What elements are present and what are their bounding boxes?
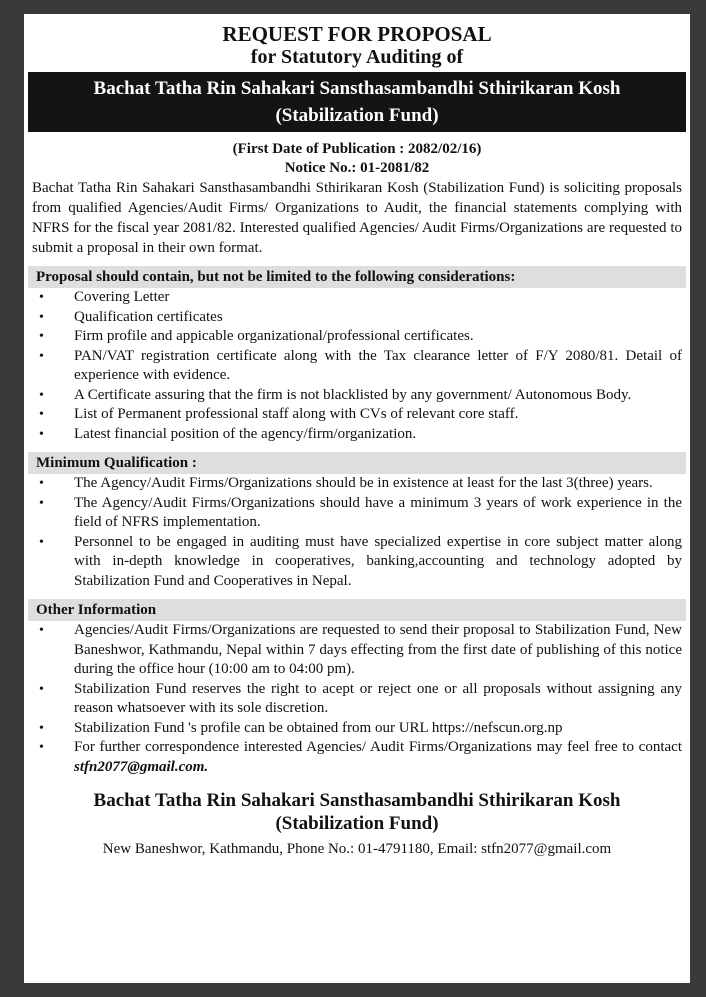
bullet-icon: •: [39, 387, 44, 403]
list-item: • The Agency/Audit Firms/Organizations should be in existence at least for the last 3(three) years.: [30, 474, 682, 494]
notice-title: REQUEST FOR PROPOSAL: [222, 22, 492, 46]
section-heading-considerations: Proposal should contain, but not be limited to the following considerations:: [28, 266, 686, 288]
section-heading-other-information: Other Information: [28, 599, 686, 621]
qualification-list: [30, 474, 684, 591]
bullet-icon: •: [39, 348, 44, 364]
bullet-icon: •: [39, 740, 44, 755]
list-item: • Personnel to be engaged in auditing must have specialized expertise in core subject matter along with in-depth knowledge in cooperatives, banking,accounting and technology adopted by Stabilization Fund and Cooperatives in Nepal.: [39, 533, 682, 589]
other-information-list: [30, 621, 684, 777]
bullet-icon: •: [39, 681, 44, 697]
section-heading-minimum-qualification: Minimum Qualification :: [28, 452, 686, 474]
list-item: • Covering Letter: [30, 288, 682, 308]
organization-banner: [28, 72, 686, 132]
footer-contact: New Baneshwor, Kathmandu, Phone No.: 01-4791180, Email: stfn2077@gmail.com: [102, 841, 612, 857]
footer-org-name: Bachat Tatha Rin Sahakari Sansthasambandhi Sthirikaran Kosh (Stabilization Fund): [93, 790, 621, 834]
list-item: • Firm profile and appicable organizational/professional certificates.: [30, 327, 682, 347]
bullet-icon: •: [39, 534, 44, 550]
intro-paragraph: Bachat Tatha Rin Sahakari Sansthasambandhi Sthirikaran Kosh (Stabilization Fund) is soliciting proposals from qualified Agencies/Audit Firms/ Organizations to Audit, the financial statements complying with NFRS for the fiscal year 2081/82. Interested qualified Agencies/ Audit Firms/Organizations are requested to submit a proposal in their own format.: [32, 180, 682, 256]
banner-org-alias: (Stabilization Fund): [275, 105, 439, 126]
bullet-icon: •: [39, 476, 44, 491]
list-item: • For further correspondence interested Agencies/ Audit Firms/Organizations may feel free to contact stfn2077@gmail.com.: [39, 739, 682, 775]
notice-page: [24, 14, 690, 983]
bullet-icon: •: [39, 720, 44, 736]
bullet-icon: •: [39, 623, 44, 638]
list-item: • A Certificate assuring that the firm is not blacklisted by any government/ Autonomous Body.: [30, 386, 682, 406]
list-item: • List of Permanent professional staff along with CVs of relevant core staff.: [30, 405, 682, 425]
considerations-list: [30, 288, 684, 444]
list-item: • Stabilization Fund 's profile can be obtained from our URL https://nefscun.org.np: [30, 719, 682, 739]
list-item: • Stabilization Fund reserves the right to acept or reject one or all proposals without assigning any reason whatsoever with its sole discretion.: [39, 680, 682, 716]
list-item: • The Agency/Audit Firms/Organizations should have a minimum 3 years of work experience in the field of NFRS implementation.: [39, 494, 682, 530]
list-item: • Qualification certificates: [30, 308, 682, 328]
list-item: • PAN/VAT registration certificate along with the Tax clearance letter of F/Y 2080/81. Detail of experience with evidence.: [39, 347, 682, 383]
bullet-icon: •: [39, 329, 44, 344]
list-item: • Latest financial position of the agency/firm/organization.: [30, 425, 682, 445]
list-item: • Agencies/Audit Firms/Organizations are requested to send their proposal to Stabilization Fund, New Baneshwor, Kathmandu, Nepal within 7 days effecting from the first date of publishing of this notice during the office hour (10:00 am to 04:00 pm).: [39, 622, 682, 677]
notice-number: Notice No.: 01-2081/82: [284, 160, 430, 176]
bullet-icon: •: [39, 407, 44, 422]
contact-email-link[interactable]: stfn2077@gmail.com.: [74, 758, 209, 775]
bullet-icon: •: [39, 309, 44, 325]
publication-date: (First Date of Publication : 2082/02/16): [232, 141, 482, 157]
notice-subtitle: for Statutory Auditing of: [250, 46, 464, 68]
banner-org-name: Bachat Tatha Rin Sahakari Sansthasambandhi Sthirikaran Kosh: [93, 78, 621, 99]
bullet-icon: •: [39, 495, 44, 511]
bullet-icon: •: [39, 426, 44, 442]
bullet-icon: •: [39, 290, 44, 305]
